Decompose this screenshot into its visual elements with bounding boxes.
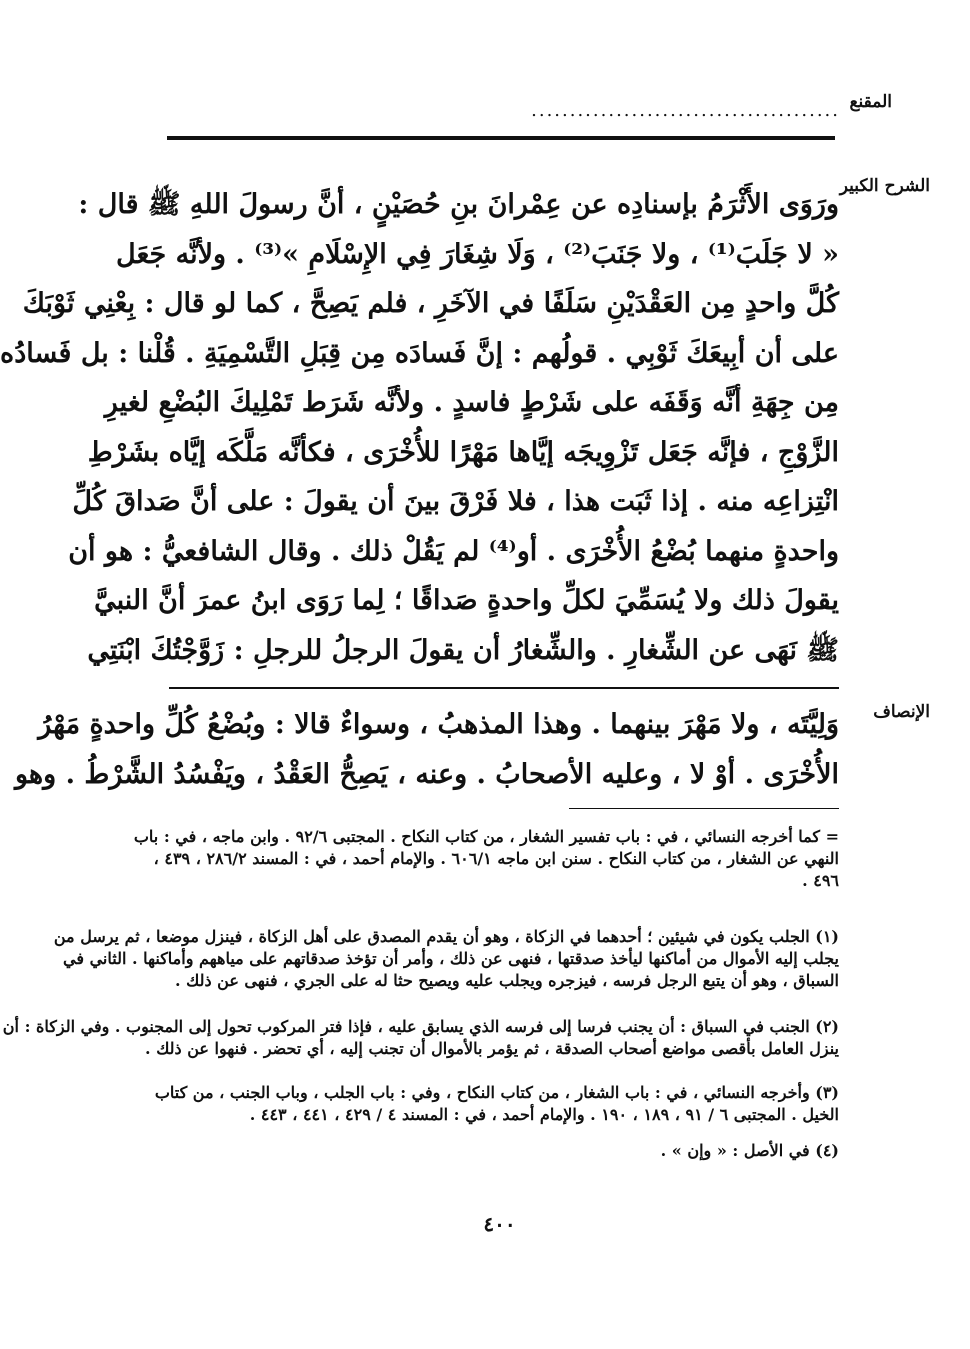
sharh-line: واحدةٍ منهما بُضْعُ الأُخْرَى . أو⁽⁴⁾ لم يَقُلْ ذلك . وقال الشافعيُّ : هو أن <box>68 535 839 567</box>
header-dot-leader: ........................................ <box>531 100 840 121</box>
footnote-line: (٢) الجنب في السباق : أن يجنب فرسا إلى فرسه الذي يسابق عليه ، فإذا فتر المركوب تحول إلى المجنوب . وفي الزكاة : أن <box>2 1017 839 1036</box>
footnote-line: ٤٩٦ . <box>802 871 839 890</box>
footnote-3 <box>154 1082 839 1126</box>
sharh-text <box>0 180 839 675</box>
sharh-line: « لا جَلَبَ⁽¹⁾ ، ولا جَنَبَ⁽²⁾ ، وَلَا شِغَارَ فِي الإِسْلَامِ »⁽³⁾ . ولأنَّه جَعَل <box>116 238 839 270</box>
sharh-line: انْتِزاعِه منه . إذا ثَبَت هذا ، فلا فَرْقَ بينَ أن يقولَ : على أنَّ صَداقَ كُلِّ <box>72 486 839 517</box>
footnote-line: = كما أخرجه النسائي ، في : باب تفسير الشغار ، من كتاب النكاح . المجتبى ٩٢/٦ . وابن ماجه ، في : باب <box>133 827 839 846</box>
footnote-line: (٤) في الأصل : « وإن » . <box>660 1141 839 1160</box>
sharh-line: ورَوَى الأَثْرَمُ بإسنادِه عن عِمْرانَ بنِ حُصَيْنٍ ، أنَّ رسولَ اللهِ ﷺ قال : <box>78 189 839 220</box>
footnote-line: الخيل . المجتبى ٦ / ٩١ ، ١٨٩ ، ١٩٠ . والإمام أحمد ، في : المسند ٤ / ٤٢٩ ، ٤٤١ ، ٤٤٣ . <box>249 1105 839 1124</box>
footnote-line: (١) الجلب يكون في شيئين ؛ أحدهما في الزكاة ، وهو أن يقدم المصدق على أهل الزكاة ، فينزل موضعا ، ثم يرسل من <box>53 927 839 946</box>
sharh-line: الزَّوْجِ ، فإنَّه جَعَل تَزْوِيجَه إيَّاها مَهْرًا للأُخْرَى ، فكأنَّه مَلَّكَه إيَّاه بشَرْطِ <box>87 436 839 468</box>
sharh-line: كُلَّ واحدٍ مِن العَقْدَيْنِ سَلَفًا في الآخَرِ ، فلم يَصِحَّ ، كما لو قال : بِعْنِي ثَوْبَكَ <box>22 288 839 319</box>
sharh-line: ﷺ نَهَى عن الشِّغارِ . والشِّغارُ أن يقولَ الرجلُ للرجلِ : زَوَّجْتُكَ ابْنَتِي <box>87 634 839 666</box>
footnote-line: (٣) وأخرجه النسائي ، في : باب الشغار ، من كتاب النكاح ، وفي : باب الجلب ، وباب الجنب ، من كتاب <box>154 1083 839 1102</box>
insaf-text <box>14 700 839 799</box>
footnote-2 <box>2 1016 839 1060</box>
footnote-line: ينزل العامل بأقصى مواضع أصحاب الصدقة ، ثم يؤمر بالأموال أن تجنب إليه ، أي تحضر . فنهوا عن ذلك . <box>145 1039 839 1058</box>
footnote-4 <box>169 1140 839 1162</box>
running-header-title: المقنع <box>849 92 892 112</box>
page-number: ٤٠٠ <box>483 1212 516 1236</box>
section-label-insaf: الإنصاف <box>873 702 930 722</box>
footnote-line: النهي عن الشغار ، من كتاب النكاح . سنن ابن ماجه ٦٠٦/١ . والإمام أحمد ، في : المسند ٢٨٦/٢ ، ٤٣٩ ، <box>153 849 839 868</box>
footnote-line: يجلب إليه الأموال من أماكنها ليأخذ صدقتها ، فنهى عن ذلك ، وأمر أن تؤخذ صدقاتهم على مياههم وأماكنها . الثاني في <box>63 949 839 968</box>
sharh-line: يقولَ ذلك ولا يُسَمِّيَ لكلِّ واحدةٍ صَداقًا ؛ لِما رَوَى ابنُ عمرَ أنَّ النبيَّ <box>94 585 839 616</box>
footnote-rule <box>569 808 839 809</box>
section-divider <box>169 687 839 689</box>
footnote-line: السباق ، وهو أن يتبع الرجل فرسه ، فيزجره ويجلب عليه ويصيح حثا له على الجري ، فنهى عن ذلك . <box>174 971 839 990</box>
sharh-line: على أن أبِيعَكَ ثَوْبِي . قولُهم : إنَّ فَسادَه مِن قِبَلِ التَّسْمِيَةِ . قُلْنا : بل فَسادُه <box>0 337 839 369</box>
insaf-line: الأُخْرَى . أوْ لا ، وعليه الأصحابُ . وعنه ، يَصِحُّ العَقْدُ ، ويَفْسُدُ الشَّرْطُ . وهو <box>14 758 839 790</box>
header-rule <box>167 136 835 140</box>
footnote-1 <box>53 926 839 992</box>
sharh-line: مِن جِهَةِ أنَّه وَقَفَه على شَرْطٍ فاسدٍ . ولأنَّه شَرَط تَمْلِيكَ البُضْعِ لغيرِ <box>104 387 839 418</box>
footnote-continuation <box>133 826 839 892</box>
section-label-sharh: الشرح الكبير <box>839 176 930 196</box>
insaf-line: وَلِيَّتَه ، ولا مَهْرَ بينهما . وهذا المذهبُ ، وسواءٌ قالا : وبُضْعُ كُلِّ واحدةٍ مَهْرُ <box>38 709 839 740</box>
